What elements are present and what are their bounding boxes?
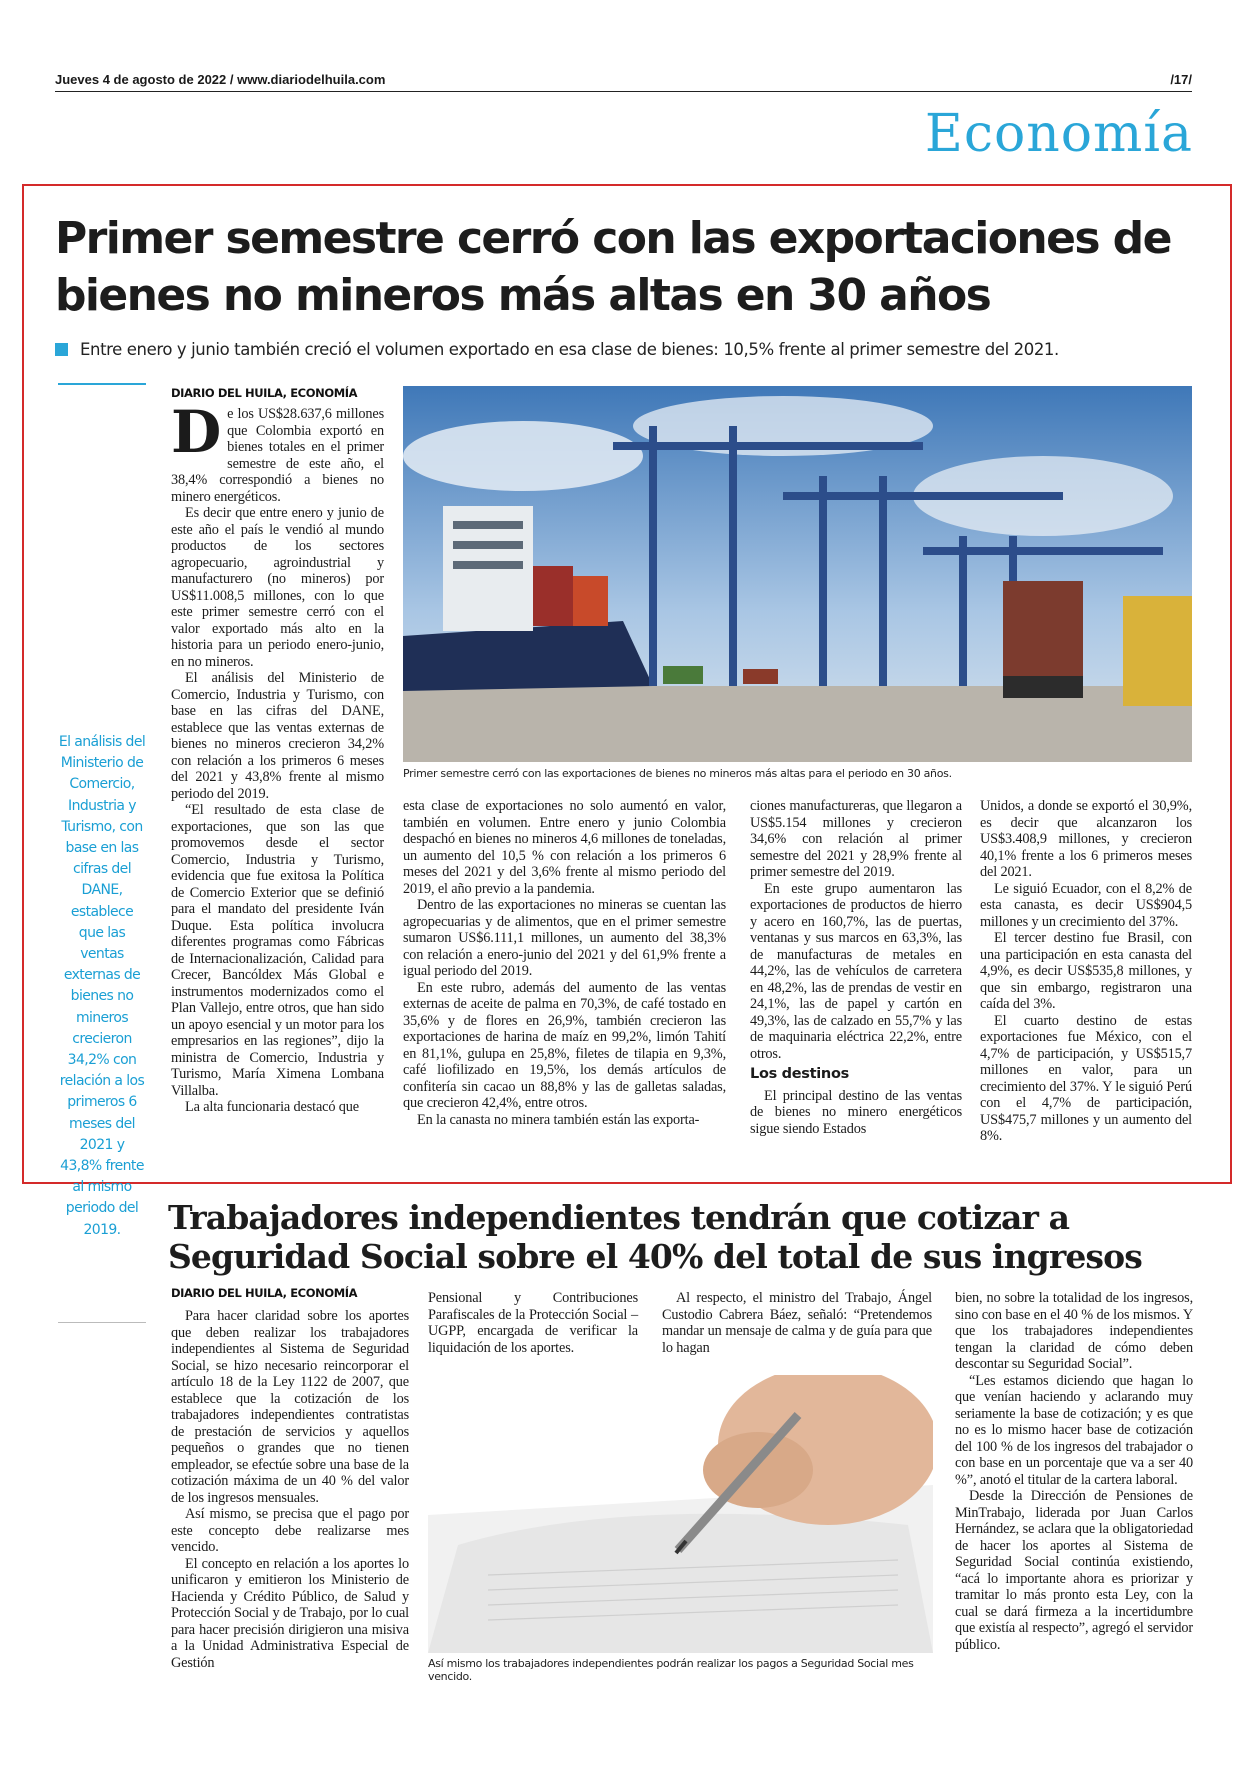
byline: DIARIO DEL HUILA, ECONOMÍA: [171, 386, 358, 400]
paragraph: En este grupo aumentaron las exportaciones de productos de hierro y acero en 160,7%, las de puertas, ventanas y sus marcos en 63,3%, las de manufacturas de metales en 44,2%, las de vehículos de carretera en 48,2%, las de prendas de vestir en 24,1%, las de papel y cartón en 49,3%, las de calzado en 55,7% y las de maquinaria eléctrica 22,2%, entre otros.: [750, 880, 962, 1062]
photo-caption-2: Así mismo los trabajadores independientes podrán realizar los pagos a Seguridad Social mes vencido.: [428, 1657, 914, 1683]
paragraph: Para hacer claridad sobre los aportes que deben realizar los trabajadores independientes al Sistema de Seguridad Social, se hizo necesario reincorporar el artículo 18 de la Ley 1122 de 2007, que establece que la cotización de los trabajadores independientes contratistas de prestación de servicios y aquellos pequeños o grandes que no tienen empleador, se efectúe sobre una base de la cotización máxima de un 40 % del valor de los ingresos mensuales.: [171, 1308, 409, 1506]
pen-document-photo: [428, 1375, 933, 1653]
square-bullet-icon: [55, 343, 68, 356]
paragraph: Le siguió Ecuador, con el 8,2% de esta canasta, es decir US$904,5 millones y un crecimiento del 37%.: [980, 880, 1192, 930]
paragraph: El concepto en relación a los aportes lo unificaron y emitieron los Ministerio de Hacienda y Crédito Público, de Salud y Protección Social y de Trabajo, por lo cual para hacer precisión dirigieron una misiva a la Unidad Administrativa Especial de Gestión: [171, 1555, 409, 1671]
article2-column-2: [428, 1290, 638, 1356]
article-column-4: [980, 798, 1192, 1145]
subhead-text: Entre enero y junio también creció el volumen exportado en esa clase de bienes: 10,5% frente al primer semestre del 2021.: [80, 340, 1059, 359]
paragraph: En este rubro, además del aumento de las ventas externas de aceite de palma en 70,3%, de café tostado en 35,6% y de flores en 26,9%, también crecieron las exportaciones de harina de maíz en 99,2%, limón Tahití en 81,1%, gulupa en 25,8%, filetes de tilapia en 9,3%, café liofilizado en 19,5%, los demás artículos de confitería sin cacao un 88,8% y las de galletas saladas, que crecieron 42,4%, entre otros.: [403, 979, 726, 1111]
paragraph: El principal destino de las ventas de bienes no minero energéticos sigue siendo Estados: [750, 1087, 962, 1137]
article-subhead: [55, 340, 1205, 359]
pull-quote-text: El análisis del Ministerio de Comercio, Industria y Turismo, con base en las cifras del DANE, establece que las ventas externas de bienes no mineros crecieron 34,2% con relación a los primeros 6 meses del 2021 y 43,8% frente al mismo periodo del 2019.: [58, 734, 146, 1238]
paragraph: El análisis del Ministerio de Comercio, Industria y Turismo, con base en las cifras del DANE, establece que las ventas externas de bienes no mineros crecieron 34,2% con relación a los primeros 6 meses del 2021 y 43,8% frente al mismo periodo del 2019.: [171, 670, 384, 802]
page-header: [55, 72, 1192, 92]
article-column-1: [171, 398, 384, 1116]
article-column-2: [403, 798, 726, 1128]
paragraph: ciones manufactureras, que llegaron a US$5.154 millones y crecieron 34,6% con relación al primer semestre del 2021 y 28,9% frente al primer semestre del 2019.: [750, 798, 962, 880]
paragraph: Al respecto, el ministro del Trabajo, Ángel Custodio Cabrera Báez, señaló: “Pretendemos mandar un mensaje de calma y de guía para que lo hagan: [662, 1290, 932, 1356]
paragraph: Desde la Dirección de Pensiones de MinTrabajo, liderada por Juan Carlos Hernández, se aclara que la obligatoriedad de hacer los aportes al Sistema de Seguridad Social continúa existiendo, “acá lo importante ahora es priorizar y tramitar lo más pronto esta Ley, con la cual se dará firmeza a la incertidumbre que existía al respecto”, agregó el servidor público.: [955, 1488, 1193, 1653]
paragraph: esta clase de exportaciones no solo aumentó en valor, también en volumen. Entre enero y junio Colombia despachó en bienes no mineros 4,6 millones de toneladas, un aumento del 10,5 % con relación a los primeros 6 meses del 2021 y del 3,6% frente al mismo periodo del 2019, el año previo a la pandemia.: [403, 798, 726, 897]
paragraph: Así mismo, se precisa que el pago por este concepto debe realizarse mes vencido.: [171, 1506, 409, 1555]
paragraph: El cuarto destino de estas exportaciones fue México, con el 4,7% de participación, y US$515,7 millones en valor, para un crecimiento del 37%. Y le siguió Perú con el 4,7% de participación, US$475,7 millones y un aumento del 8%.: [980, 1012, 1192, 1144]
lead-paragraph: De los US$28.637,6 millones que Colombia exportó en bienes totales en el primer semestre de este año, el 38,4% correspondió a bienes no minero energéticos.: [171, 398, 384, 505]
section-subhead: Los destinos: [750, 1066, 849, 1082]
paragraph: Es decir que entre enero y junio de este año el país le vendió al mundo productos de los sectores agropecuario, agroindustrial y manufacturero (no mineros) por US$11.008,5 millones, con lo que este primer semestre cerró con el valor exportado más alto en la historia para un periodo enero-junio, en no mineros.: [171, 505, 384, 670]
byline-2: DIARIO DEL HUILA, ECONOMÍA: [171, 1286, 358, 1300]
drop-cap: D: [171, 398, 222, 466]
article-column-3: [750, 798, 962, 1137]
paragraph: “El resultado de esta clase de exportaciones, que son las que promovemos desde el sector Comercio, Industria y Turismo, evidencia que fue exitosa la Política de Comercio Exterior que se definió para el mandato del presidente Iván Duque. Esta política involucra diferentes programas como Fábricas de Internacionalización, Calidad para Crecer, Bancóldex Más Global e instrumentos modernizados como el Plan Vallejo, entre otros, que han sido un apoyo esencial y un motor para los empresarios en las regiones”, dijo la ministra de Comercio, Industria y Turismo, María Ximena Lombana Villalba.: [171, 802, 384, 1099]
article2-headline: Trabajadores independientes tendrán que cotizar a Seguridad Social sobre el 40% del total de sus ingresos: [168, 1198, 1142, 1276]
article-headline: Primer semestre cerró con las exportaciones de bienes no mineros más altas en 30 años: [55, 213, 1171, 321]
paragraph: “Les estamos diciendo que hagan lo que venían haciendo y aclarando muy seriamente la base de cotización; y es que no es lo mismo hacer base de cotización del 100 % de los ingresos del trabajador o con base en un porcentaje que va a ser 40 %”, anotó el titular de la cartera laboral.: [955, 1372, 1193, 1488]
port-photo: [403, 386, 1192, 762]
paragraph: Unidos, a donde se exportó el 30,9%, es decir que alcanzaron los US$3.408,9 millones, y crecieron 40,1% frente a los 6 primeros meses del 2021.: [980, 798, 1192, 880]
article2-column-1: [171, 1308, 409, 1671]
paragraph: La alta funcionaria destacó que: [185, 1099, 359, 1115]
article2-column-3: [662, 1290, 932, 1356]
paragraph: Pensional y Contribuciones Parafiscales de la Protección Social –UGPP, encargada de verificar la liquidación de los aportes.: [428, 1290, 638, 1356]
paragraph: bien, no sobre la totalidad de los ingresos, sino con base en el 40 % de los mismos. Y que los trabajadores independientes tengan la claridad de cómo deben descontar su Seguridad Social”.: [955, 1290, 1193, 1372]
pull-quote: [58, 383, 146, 1323]
section-title: Economía: [924, 104, 1193, 164]
cargo-ship-image: [403, 386, 1192, 762]
date-line: Jueves 4 de agosto de 2022 / www.diariodelhuila.com: [55, 72, 386, 87]
hand-writing-image: [428, 1375, 933, 1653]
page-number: /17/: [1170, 72, 1192, 87]
photo-caption: Primer semestre cerró con las exportaciones de bienes no mineros más altas para el periodo en 30 años.: [403, 767, 952, 780]
paragraph: Dentro de las exportaciones no mineras se cuentan las agropecuarias y de alimentos, que en el primer semestre sumaron US$6.111,1 millones, un aumento del 38,3% con relación a enero-junio del 2021 y del 61,9% frente a igual periodo del 2019.: [403, 897, 726, 979]
paragraph: El tercer destino fue Brasil, con una participación en esta canasta del 4,9%, es decir US$535,8 millones, y que sin embargo, registraron una caída del 3%.: [980, 930, 1192, 1012]
paragraph: En la canasta no minera también están las exporta-: [417, 1111, 700, 1128]
article2-column-4: [955, 1290, 1193, 1653]
